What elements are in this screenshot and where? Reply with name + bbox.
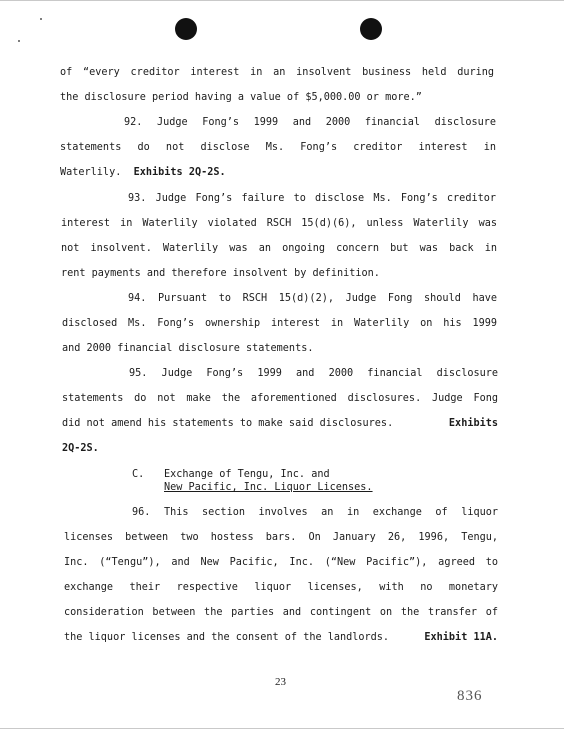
page-number: 23 (275, 676, 286, 688)
scan-edge-bottom (0, 728, 564, 729)
paragraph-96-line: licenses between two hostess bars. On January 26, 1996, Tengu, (64, 532, 498, 543)
punch-hole-right (360, 18, 382, 40)
paragraph-91-continued-line: of “every creditor interest in an insolvent business held during (60, 67, 494, 78)
paragraph-95-line: statements do not make the aforementioned disclosures. Judge Fong (62, 393, 498, 404)
paragraph-93-line: rent payments and therefore insolvent by definition. (61, 268, 380, 279)
paragraph-96-line: consideration between the parties and contingent on the transfer of (64, 607, 498, 618)
exhibit-reference: Exhibits 2Q-2S. (133, 167, 226, 178)
section-heading-line: Exchange of Tengu, Inc. and (164, 469, 330, 480)
exhibit-reference: 2Q-2S. (62, 443, 99, 454)
section-heading-letter: C. (132, 469, 145, 480)
paragraph-91-continued-line: the disclosure period having a value of $5,000.00 or more.” (60, 92, 422, 103)
paragraph-94-line: disclosed Ms. Fong’s ownership interest in Waterlily on his 1999 (62, 318, 497, 329)
punch-hole-left (175, 18, 197, 40)
paragraph-95-line (62, 417, 498, 431)
paragraph-96-line: 96. This section involves an in exchange of liquor (132, 507, 498, 518)
paragraph-93-line: interest in Waterlily violated RSCH 15(d)(6), unless Waterlily was (61, 218, 497, 229)
paragraph-96-line: exchange their respective liquor licenses, with no monetary (64, 582, 498, 593)
scan-edge-top (0, 0, 564, 1)
paragraph-text: Waterlily. (60, 167, 122, 178)
paragraph-93-line: not insolvent. Waterlily was an ongoing concern but was back in (61, 243, 497, 254)
scan-speck (18, 40, 20, 42)
paragraph-96-line: Inc. (“Tengu”), and New Pacific, Inc. (“New Pacific”), agreed to (64, 557, 498, 568)
paragraph-95-line: 95. Judge Fong’s 1999 and 2000 financial disclosure (129, 368, 498, 379)
paragraph-92-line: statements do not disclose Ms. Fong’s creditor interest in (60, 142, 496, 153)
bates-stamp: 836 (457, 688, 483, 704)
paragraph-text: did not amend his statements to make said disclosures. (62, 418, 394, 429)
paragraph-text: the liquor licenses and the consent of the landlords. (64, 632, 390, 643)
paragraph-92-line: 92. Judge Fong’s 1999 and 2000 financial disclosure (124, 117, 496, 128)
scan-speck (40, 18, 42, 20)
paragraph-96-line (64, 631, 498, 645)
paragraph-93-line: 93. Judge Fong’s failure to disclose Ms. Fong’s creditor (128, 193, 496, 204)
paragraph-94-line: 94. Pursuant to RSCH 15(d)(2), Judge Fong should have (128, 293, 497, 304)
exhibit-reference: Exhibits (448, 418, 498, 429)
section-heading-line: New Pacific, Inc. Liquor Licenses. (164, 482, 373, 493)
exhibit-reference: Exhibit 11A. (424, 632, 498, 643)
paragraph-92-line (60, 166, 226, 180)
paragraph-94-line: and 2000 financial disclosure statements. (62, 343, 314, 354)
